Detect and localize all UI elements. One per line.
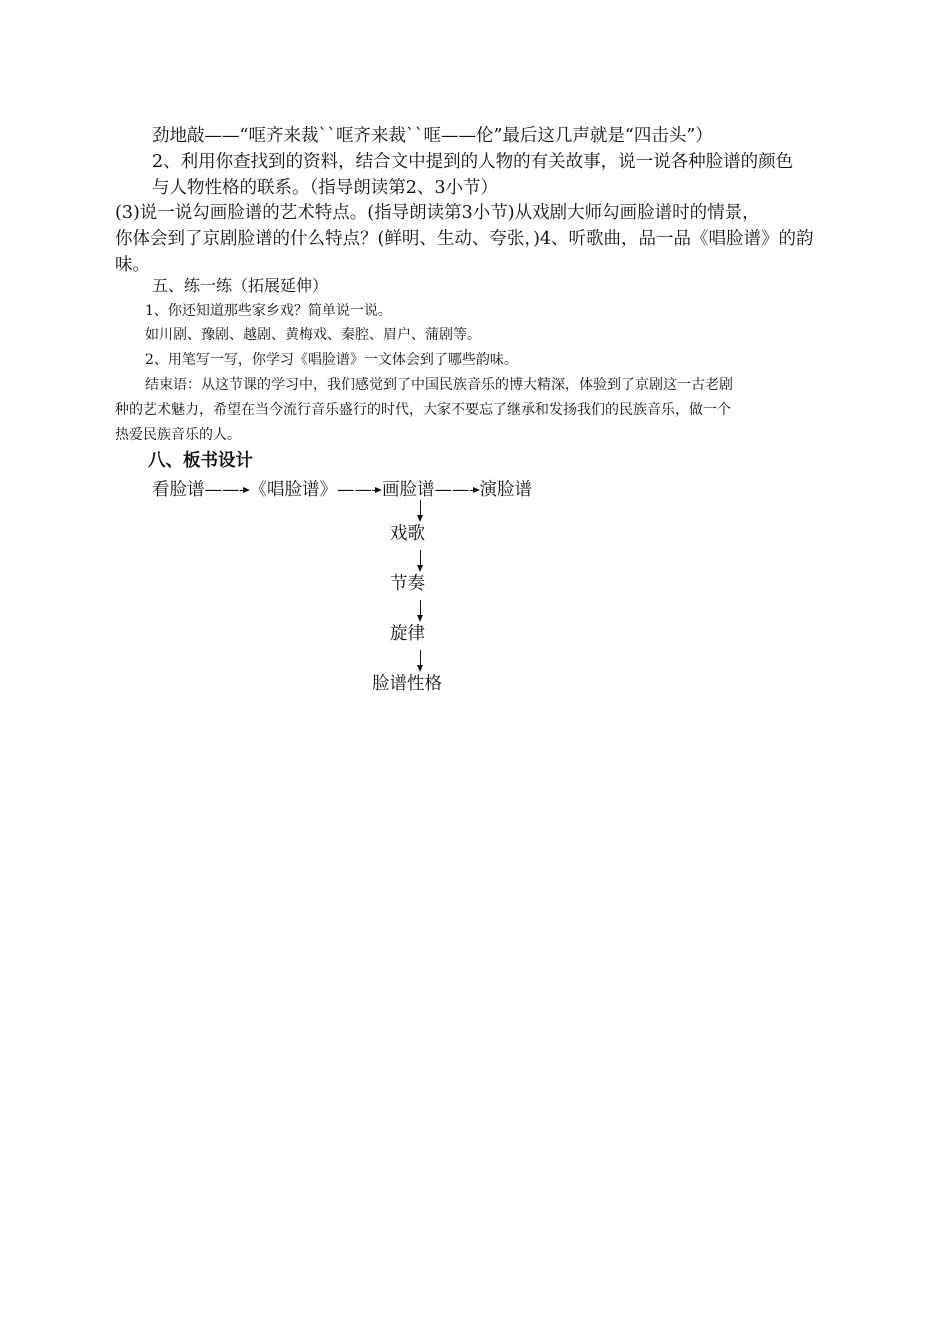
closing-line: 结束语：从这节课的学习中，我们感觉到了中国民族音乐的博大精深，体验到了京剧这一古老剧 bbox=[145, 377, 733, 393]
paragraph-line: 你体会到了京剧脸谱的什么特点？(鲜明、生动、夸张，)4、听歌曲，品一品《唱脸谱》的韵 bbox=[115, 229, 814, 249]
closing-line: 热爱民族音乐的人。 bbox=[115, 427, 241, 443]
question-line: 2、用笔写一写，你学习《唱脸谱》一文体会到了哪些韵味。 bbox=[145, 352, 518, 368]
paragraph-line: (3)说一说勾画脸谱的艺术特点。(指导朗读第3小节)从戏剧大师勾画脸谱时的情景， bbox=[115, 203, 760, 223]
flow-step-perform: 演脸谱 bbox=[479, 480, 532, 500]
flow-dash: —— bbox=[337, 480, 372, 500]
flow-dash: —— bbox=[434, 480, 470, 500]
paragraph-line: 2、利用你查找到的资料，结合文中提到的人物的有关故事，说一说各种脸谱的颜色 bbox=[152, 152, 794, 172]
paragraph-line: 与人物性格的联系。（指导朗读第2、3小节） bbox=[152, 178, 499, 198]
down-arrow-icon bbox=[416, 650, 424, 672]
flow-step-draw: 画脸谱 bbox=[382, 480, 435, 500]
down-arrow-icon bbox=[416, 500, 424, 522]
flow-step-sing: 《唱脸谱》 bbox=[249, 480, 337, 500]
flow-node-mask-character: 脸谱性格 bbox=[372, 674, 442, 694]
paragraph-line: 味。 bbox=[115, 255, 150, 275]
flow-dash: —— bbox=[204, 480, 240, 500]
down-arrow-icon bbox=[416, 550, 424, 572]
flow-node-opera-song: 戏歌 bbox=[390, 524, 425, 544]
closing-line: 种的艺术魅力，希望在当今流行音乐盛行的时代，大家不要忘了继承和发扬我们的民族音乐，做一个 bbox=[115, 402, 731, 418]
answer-line: 如川剧、豫剧、越剧、黄梅戏、秦腔、眉户、蒲剧等。 bbox=[145, 327, 481, 343]
question-line: 1、你还知道那些家乡戏？简单说一说。 bbox=[145, 303, 392, 319]
flow-step-view: 看脸谱 bbox=[152, 480, 205, 500]
flow-node-melody: 旋律 bbox=[390, 624, 425, 644]
flow-node-rhythm: 节奏 bbox=[390, 574, 425, 594]
section-title: 五、练一练（拓展延伸） bbox=[152, 276, 329, 295]
paragraph-line: 劲地敲——“哐齐来裁``哐齐来裁``哐——伦”最后这几声就是“四击头”） bbox=[152, 126, 713, 146]
right-arrow-icon bbox=[470, 490, 480, 492]
right-arrow-icon bbox=[372, 490, 382, 492]
board-flow-row bbox=[152, 476, 532, 501]
right-arrow-icon bbox=[240, 490, 250, 492]
down-arrow-icon bbox=[416, 600, 424, 622]
board-design-heading: 八、板书设计 bbox=[148, 451, 253, 471]
